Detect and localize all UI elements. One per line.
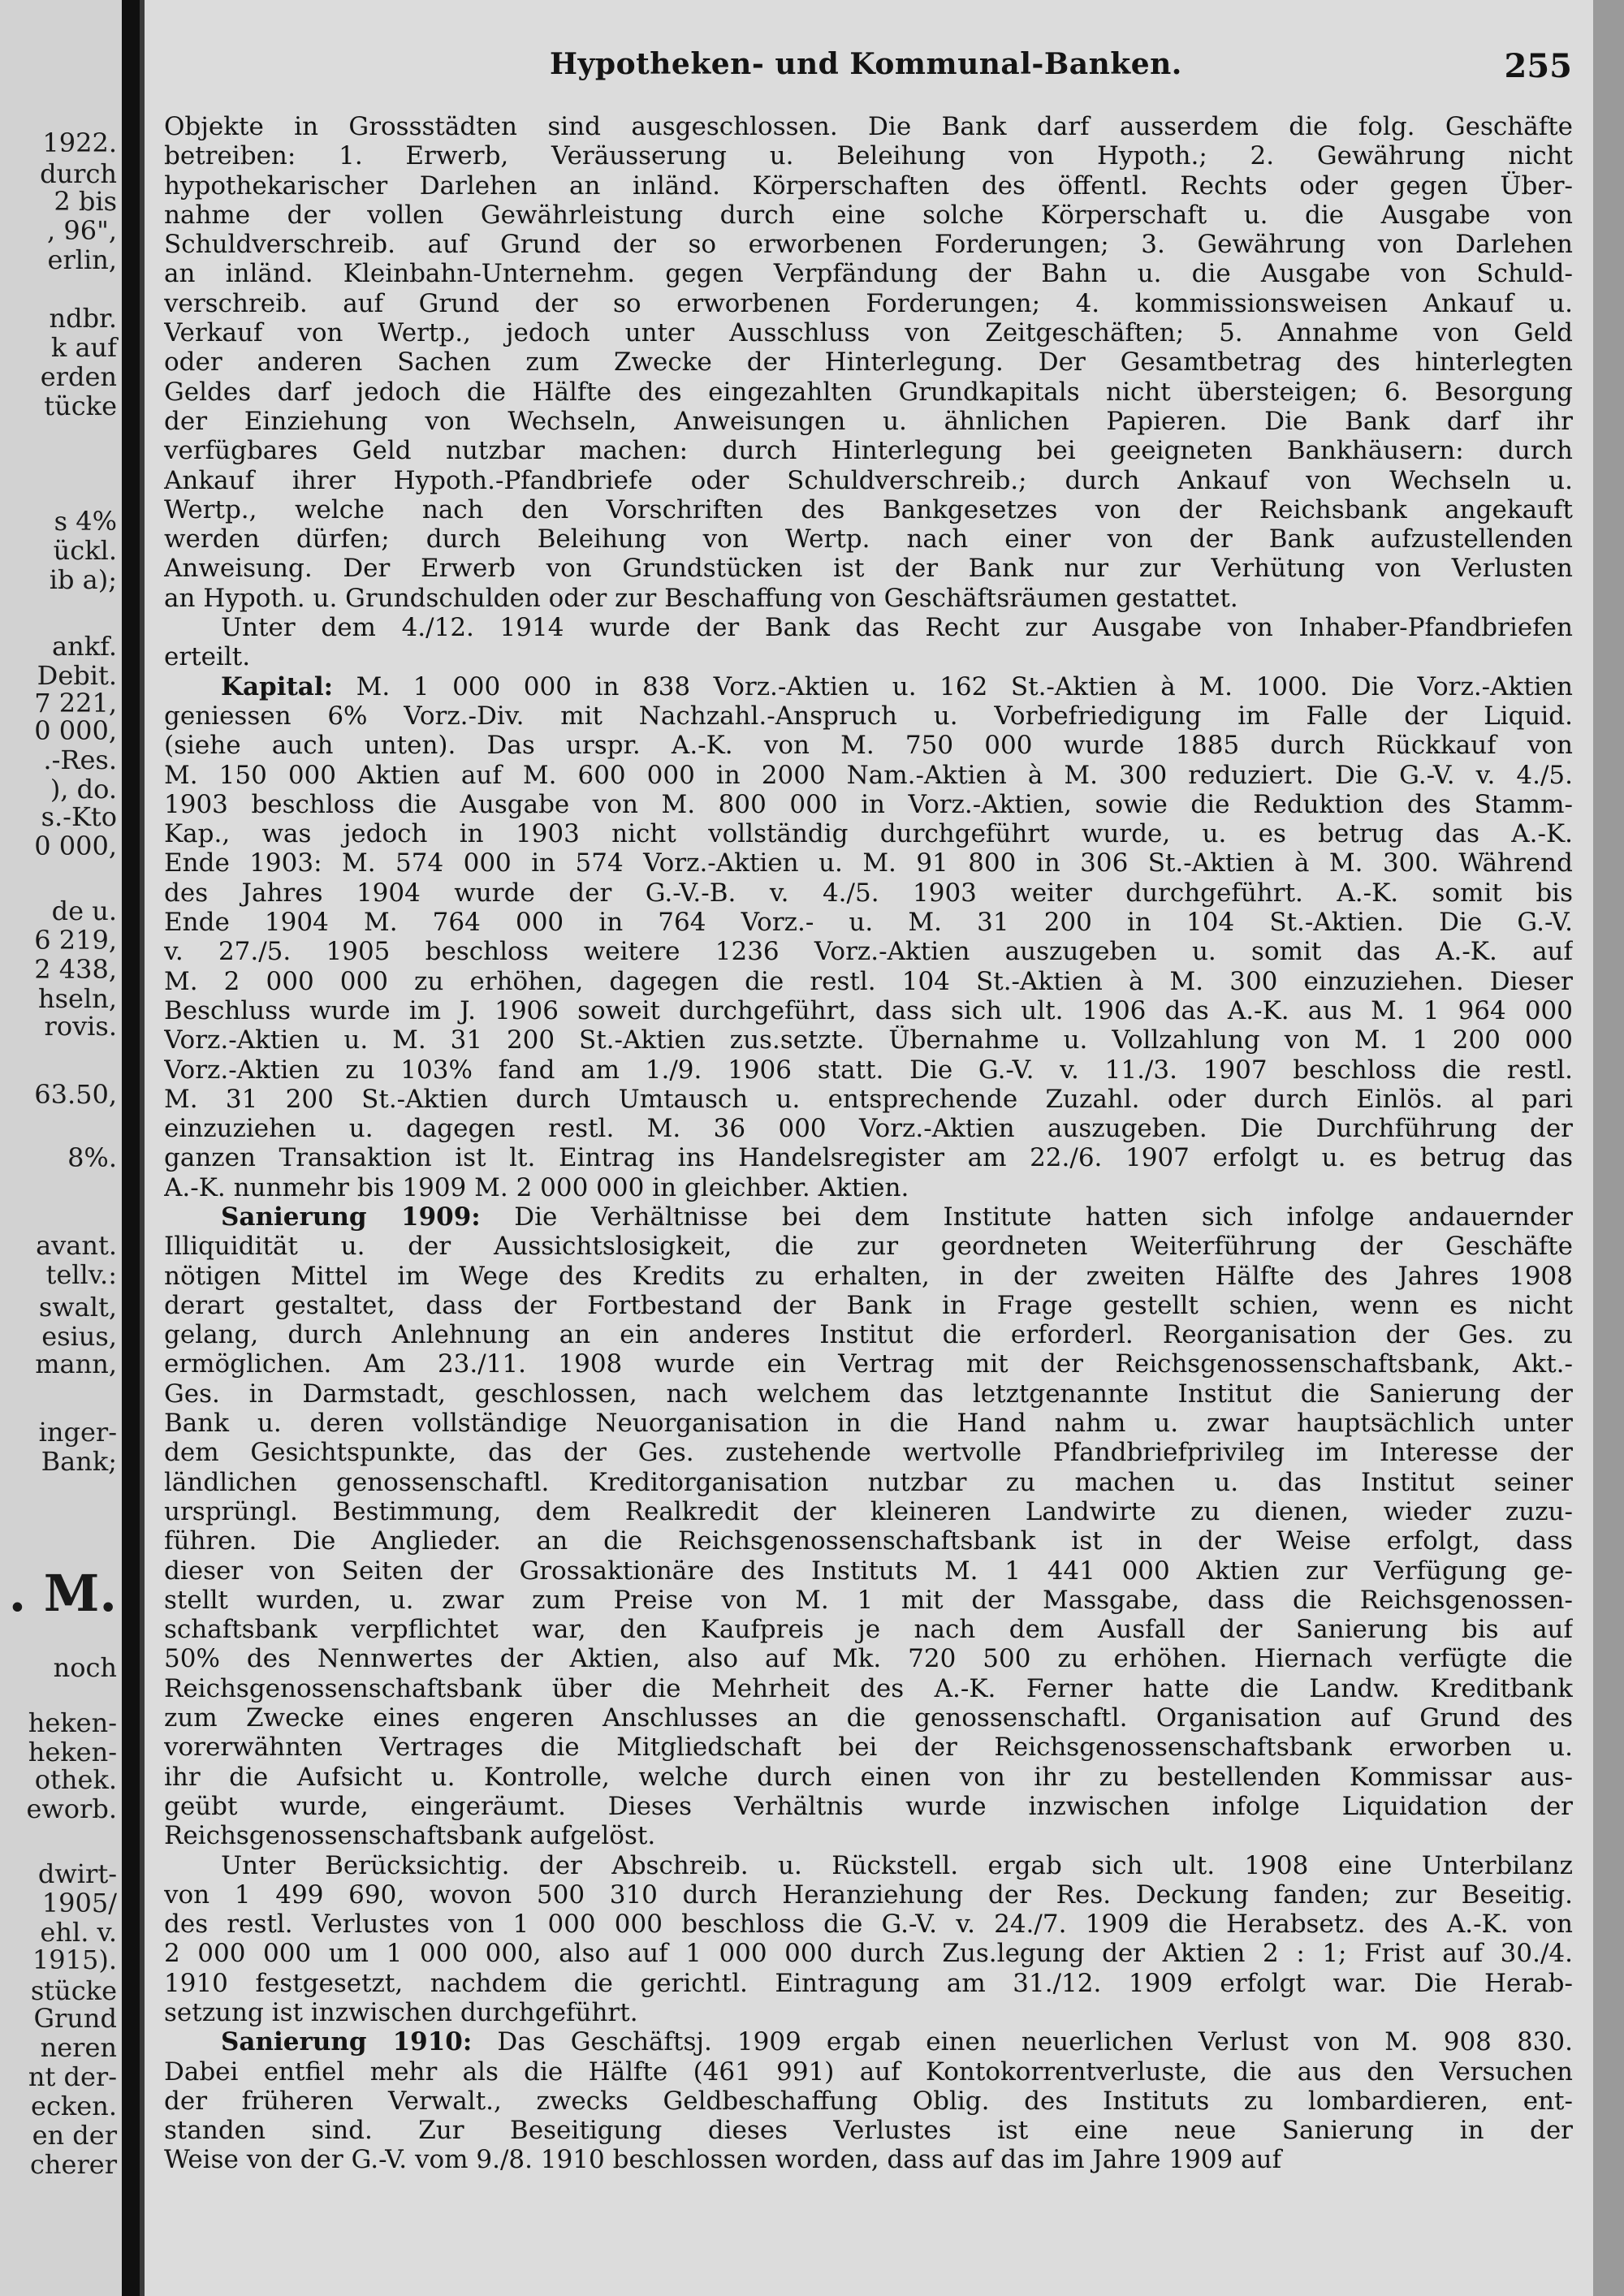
text-line: Ende 1903: M. 574 000 in 574 Vorz.-Aktien u. M. 91 800 in 306 St.-Aktien à M. 300. Während — [164, 848, 1573, 878]
text-line: Bank u. deren vollständige Neuorganisation in die Hand nahm u. zwar hauptsächlich unter — [164, 1409, 1573, 1439]
text-line: M. 150 000 Aktien auf M. 600 000 in 2000 Nam.-Aktien à M. 300 reduziert. Die G.-V. v. 4./5. — [164, 760, 1573, 790]
text-line: an Hypoth. u. Grundschulden oder zur Beschaffung von Geschäftsräumen gestattet. — [164, 583, 1238, 613]
text-line: Kap., was jedoch in 1903 nicht vollständig durchgeführt wurde, u. es betrug das A.-K. — [164, 819, 1573, 849]
text-line: standen sind. Zur Beseitigung dieses Verlustes ist eine neue Sanierung in der — [164, 2116, 1573, 2146]
paragraph — [164, 1851, 1573, 2028]
text-line: Unter Berücksichtig. der Abschreib. u. Rückstell. ergab sich ult. 1908 eine Unterbilanz — [221, 1850, 1573, 1880]
text-line: v. 27./5. 1905 beschloss weitere 1236 Vorz.-Aktien auszugeben u. somit das A.-K. auf — [164, 937, 1573, 967]
left-margin-fragment: 2 bis — [54, 186, 117, 217]
text-line: Illiquidität u. der Aussichtslosigkeit, die zur geordneten Weiterführung der Geschäfte — [164, 1232, 1573, 1262]
text-line: Verkauf von Wertp., jedoch unter Ausschluss von Zeitgeschäften; 5. Annahme von Geld — [164, 318, 1573, 348]
left-margin-fragment: othek. — [34, 1764, 117, 1795]
text-line: ermöglichen. Am 23./11. 1908 wurde ein Vertrag mit der Reichsgenossenschaftsbank, Akt.- — [164, 1349, 1573, 1379]
left-margin-fragment: erlin, — [47, 244, 117, 275]
text-line: setzung ist inzwischen durchgeführt. — [164, 1998, 638, 2027]
text-line: M. 31 200 St.-Aktien durch Umtausch u. entsprechende Zuzahl. oder durch Einlös. al pari — [164, 1084, 1573, 1114]
text-line: Schuldverschreib. auf Grund der so erworbenen Forderungen; 3. Gewährung von Darlehen — [164, 230, 1573, 260]
left-margin-fragment: 1922. — [42, 127, 117, 158]
text-line: 1910 festgesetzt, nachdem die gerichtl. Eintragung am 31./12. 1909 erfolgt war. Die Herab- — [164, 1968, 1573, 1998]
paragraph — [164, 672, 1573, 1202]
left-margin-fragment: s 4% — [54, 506, 117, 537]
text-line: Geldes darf jedoch die Hälfte des eingezahlten Grundkapitals nicht übersteigen; 6. Besorgung — [164, 377, 1573, 407]
text-line: oder anderen Sachen zum Zwecke der Hinterlegung. Der Gesamtbetrag des hinterlegten — [164, 347, 1573, 378]
text-line: verfügbares Geld nutzbar machen: durch Hinterlegung bei geeigneten Bankhäusern: durch — [164, 436, 1573, 466]
left-margin-fragment: neren — [40, 2032, 117, 2063]
left-margin-fragment: nt der- — [28, 2061, 117, 2092]
text-line: des Jahres 1904 wurde der G.-V.-B. v. 4./5. 1903 weiter durchgeführt. A.-K. somit bis — [164, 878, 1573, 908]
text-line: erteilt. — [164, 642, 251, 672]
left-margin-fragment: ehl. v. — [40, 1917, 117, 1948]
text-line: Reichsgenossenschaftsbank aufgelöst. — [164, 1821, 656, 1851]
left-margin-fragment: 6 219, — [34, 925, 117, 956]
left-margin-fragment: tücke — [44, 391, 117, 421]
left-margin-fragment: Bank; — [41, 1446, 117, 1477]
text-line: werden dürfen; durch Beleihung von Wertp. nach einer von der Bank aufzustellenden — [164, 524, 1573, 555]
text-line: stellt wurden, u. zwar zum Preise von M. 1 mit der Massgabe, dass die Reichsgenossen- — [164, 1585, 1573, 1615]
text-line: führen. Die Anglieder. an die Reichsgenossenschaftsbank ist in der Weise erfolgt, dass — [164, 1526, 1573, 1556]
text-line: nötigen Mittel im Wege des Kredits zu erhalten, in der zweiten Hälfte des Jahres 1908 — [164, 1261, 1573, 1291]
left-margin-fragment: ), do. — [50, 774, 117, 805]
left-margin-fragment: Debit. — [37, 660, 117, 691]
book-page — [140, 0, 1593, 2296]
left-margin-fragment: durch — [40, 158, 117, 189]
left-margin-fragment: swalt, — [38, 1292, 117, 1323]
left-margin-fragment: en der — [32, 2120, 117, 2151]
text-line: Anweisung. Der Erwerb von Grundstücken ist der Bank nur zur Verhütung von Verlusten — [164, 554, 1573, 584]
text-line: von 1 499 690, wovon 500 310 durch Heranziehung der Res. Deckung fanden; zur Beseitig. — [164, 1880, 1573, 1910]
section-label: Kapital: — [221, 671, 334, 701]
left-margin-fragment: inger- — [38, 1417, 117, 1448]
left-margin-fragment: , 96", — [47, 215, 117, 246]
left-margin-fragment: 63.50, — [34, 1079, 117, 1110]
paragraph — [164, 112, 1573, 613]
text-line: gelang, durch Anlehnung an ein anderes Institut die erforderl. Reorganisation der Ges. zu — [164, 1320, 1573, 1350]
left-margin-fragment: tellv.: — [45, 1259, 117, 1290]
left-margin-fragment: k auf — [50, 332, 117, 363]
section-label: Sanierung 1909: — [221, 1202, 481, 1232]
text-line: dem Gesichtspunkte, das der Ges. zustehende wertvolle Pfandbriefprivileg im Interesse der — [164, 1438, 1573, 1468]
text-line: nahme der vollen Gewährleistung durch eine solche Körperschaft u. die Ausgabe von — [164, 200, 1573, 230]
left-margin-fragment: heken- — [28, 1707, 117, 1738]
text-line — [164, 672, 1573, 701]
left-margin-fragment: 2 438, — [34, 954, 117, 985]
text-line: verschreib. auf Grund der so erworbenen Forderungen; 4. kommissionsweisen Ankauf u. — [164, 288, 1573, 318]
text-line: dieser von Seiten der Grossaktionäre des Instituts M. 1 441 000 Aktien zur Verfügung ge- — [164, 1556, 1573, 1586]
text-line: geniessen 6% Vorz.-Div. mit Nachzahl.-Anspruch u. Vorbefriedigung im Falle der Liquid. — [164, 701, 1573, 731]
text-line: Unter dem 4./12. 1914 wurde der Bank das Recht zur Ausgabe von Inhaber-Pfandbriefen — [221, 613, 1573, 643]
left-margin-fragment: erden — [40, 361, 117, 392]
line-text: Das Geschäftsj. 1909 ergab einen neuerlichen Verlust von M. 908 830. — [472, 2027, 1573, 2057]
left-margin-fragment: 8%. — [67, 1142, 117, 1173]
text-line — [164, 1202, 1573, 1232]
text-line: A.-K. nunmehr bis 1909 M. 2 000 000 in gleichber. Aktien. — [164, 1172, 909, 1202]
left-margin-fragment: cherer — [30, 2149, 117, 2180]
page-header — [140, 47, 1577, 88]
text-line: des restl. Verlustes von 1 000 000 beschloss die G.-V. v. 24./7. 1909 die Herabsetz. des A.-K. von — [164, 1910, 1573, 1940]
left-margin-fragment: mann, — [35, 1349, 117, 1379]
page-right-edge — [1593, 0, 1624, 2296]
left-margin-fragment: avant. — [36, 1230, 117, 1261]
left-margin-fragment: ndbr. — [49, 303, 117, 334]
left-margin-fragment: 7 221, — [34, 688, 117, 719]
text-line: Wertp., welche nach den Vorschriften des Bankgesetzes von der Reichsbank angekauft — [164, 494, 1573, 524]
text-line: schaftsbank verpflichtet war, den Kaufpreis je nach dem Ausfall der Sanierung bis auf — [164, 1615, 1573, 1645]
text-line: Objekte in Grossstädten sind ausgeschlossen. Die Bank darf ausserdem die folg. Geschäfte — [164, 112, 1573, 141]
paragraph — [164, 613, 1573, 672]
left-margin-fragment: rovis. — [44, 1011, 117, 1042]
left-margin-fragment: stücke — [30, 1975, 117, 2006]
left-margin-fragment: heken- — [28, 1737, 117, 1767]
text-line: geübt wurde, eingeräumt. Dieses Verhältnis wurde inzwischen infolge Liquidation der — [164, 1791, 1573, 1821]
text-line: (siehe auch unten). Das urspr. A.-K. von M. 750 000 wurde 1885 durch Rückkauf von — [164, 731, 1573, 761]
left-margin-fragment: ib a); — [49, 564, 117, 595]
body-text — [164, 112, 1573, 2175]
paragraph — [164, 1202, 1573, 1851]
left-margin-fragment: de u. — [51, 896, 117, 926]
text-line: ihr die Aufsicht u. Kontrolle, welche durch einen von ihr zu bestellenden Kommissar aus- — [164, 1762, 1573, 1792]
text-line: der Einziehung von Wechseln, Anweisungen u. ähnlichen Papieren. Die Bank darf ihr — [164, 406, 1573, 436]
text-line: Ende 1904 M. 764 000 in 764 Vorz.- u. M. 31 200 in 104 St.-Aktien. Die G.-V. — [164, 908, 1573, 938]
left-margin-fragment: . M. — [8, 1564, 117, 1623]
text-line: Beschluss wurde im J. 1906 soweit durchgeführt, dass sich ult. 1906 das A.-K. aus M. 1 964 000 — [164, 995, 1573, 1025]
text-line — [164, 2027, 1573, 2056]
text-line: Vorz.-Aktien u. M. 31 200 St.-Aktien zus.setzte. Übernahme u. Vollzahlung von M. 1 200 000 — [164, 1025, 1573, 1055]
text-line: Dabei entfiel mehr als die Hälfte (461 991) auf Kontokorrentverluste, die aus den Versuchen — [164, 2056, 1573, 2087]
text-line: einzuziehen u. dagegen restl. M. 36 000 Vorz.-Aktien auszugeben. Die Durchführung der — [164, 1114, 1573, 1144]
text-line: Ankauf ihrer Hypoth.-Pfandbriefe oder Schuldverschreib.; durch Ankauf von Wechseln u. — [164, 465, 1573, 495]
text-line: Vorz.-Aktien zu 103% fand am 1./9. 1906 statt. Die G.-V. v. 11./3. 1907 beschloss die restl. — [164, 1055, 1573, 1085]
section-label: Sanierung 1910: — [221, 2027, 473, 2057]
paragraph — [164, 2027, 1573, 2174]
left-page-fragment — [0, 0, 122, 2296]
line-text: M. 1 000 000 in 838 Vorz.-Aktien u. 162 St.-Aktien à M. 1000. Die Vorz.-Aktien — [333, 671, 1573, 701]
left-margin-fragment: 1915). — [32, 1944, 117, 1975]
left-margin-fragment: ankf. — [52, 631, 117, 662]
text-line: 1903 beschloss die Ausgabe von M. 800 000 in Vorz.-Aktien, sowie die Reduktion des Stamm- — [164, 789, 1573, 819]
text-line: der früheren Verwalt., zwecks Geldbeschaffung Oblig. des Instituts zu lombardieren, ent- — [164, 2086, 1573, 2116]
running-head-title: Hypotheken- und Kommunal-Banken. — [550, 47, 1182, 81]
left-margin-fragment: 1905/ — [41, 1888, 117, 1918]
page-edge-shadow — [140, 0, 145, 2296]
left-margin-fragment: esius, — [41, 1321, 117, 1352]
text-line: ursprüngl. Bestimmung, dem Realkredit der kleineren Landwirte zu dienen, wieder zuzu- — [164, 1496, 1573, 1526]
left-margin-fragment: 0 000, — [34, 715, 117, 746]
left-margin-fragment: eworb. — [26, 1793, 117, 1824]
text-line: Weise von der G.-V. vom 9./8. 1910 beschlossen worden, dass auf das im Jahre 1909 auf — [164, 2145, 1282, 2175]
text-line: Reichsgenossenschaftsbank über die Mehrheit des A.-K. Ferner hatte die Landw. Kreditbank — [164, 1673, 1573, 1703]
text-line: zum Zwecke eines engeren Anschlusses an die genossenschaftl. Organisation auf Grund des — [164, 1703, 1573, 1733]
text-line: ganzen Transaktion ist lt. Eintrag ins Handelsregister am 22./6. 1907 erfolgt u. es betrug das — [164, 1143, 1573, 1173]
text-line: betreiben: 1. Erwerb, Veräusserung u. Beleihung von Hypoth.; 2. Gewährung nicht — [164, 141, 1573, 171]
left-margin-fragment: Grund — [33, 2003, 117, 2034]
book-gutter — [122, 0, 140, 2296]
left-margin-fragment: hseln, — [38, 983, 117, 1014]
text-line: an inländ. Kleinbahn-Unternehm. gegen Verpfändung der Bahn u. die Ausgabe von Schuld- — [164, 259, 1573, 289]
left-margin-fragment: s.-Kto — [41, 801, 117, 832]
page-number: 255 — [1504, 47, 1572, 85]
text-line: Ges. in Darmstadt, geschlossen, nach welchem das letztgenannte Institut die Sanierung der — [164, 1379, 1573, 1409]
line-text: Die Verhältnisse bei dem Institute hatten sich infolge andauernder — [480, 1202, 1573, 1232]
text-line: M. 2 000 000 zu erhöhen, dagegen die restl. 104 St.-Aktien à M. 300 einzuziehen. Dieser — [164, 966, 1573, 996]
text-line: vorerwähnten Vertrages die Mitgliedschaft bei der Reichsgenossenschaftsbank erworben u. — [164, 1733, 1573, 1763]
left-margin-fragment: 0 000, — [34, 831, 117, 861]
text-line: 50% des Nennwertes der Aktien, also auf Mk. 720 500 zu erhöhen. Hiernach verfügte die — [164, 1644, 1573, 1674]
left-margin-fragment: ecken. — [31, 2091, 117, 2121]
text-line: derart gestaltet, dass der Fortbestand der Bank in Frage gestellt schien, wenn es nicht — [164, 1290, 1573, 1320]
text-line: 2 000 000 um 1 000 000, also auf 1 000 000 durch Zus.legung der Aktien 2 : 1; Frist auf 30./4. — [164, 1939, 1573, 1969]
text-line: hypothekarischer Darlehen an inländ. Körperschaften des öffentl. Rechts oder gegen Über- — [164, 170, 1573, 201]
left-margin-fragment: .-Res. — [43, 744, 117, 775]
left-margin-fragment: noch — [53, 1652, 117, 1683]
text-line: ländlichen genossenschaftl. Kreditorganisation nutzbar zu machen u. das Institut seiner — [164, 1467, 1573, 1497]
left-margin-fragment: dwirt- — [37, 1858, 117, 1889]
left-margin-fragment: ückl. — [53, 535, 117, 566]
